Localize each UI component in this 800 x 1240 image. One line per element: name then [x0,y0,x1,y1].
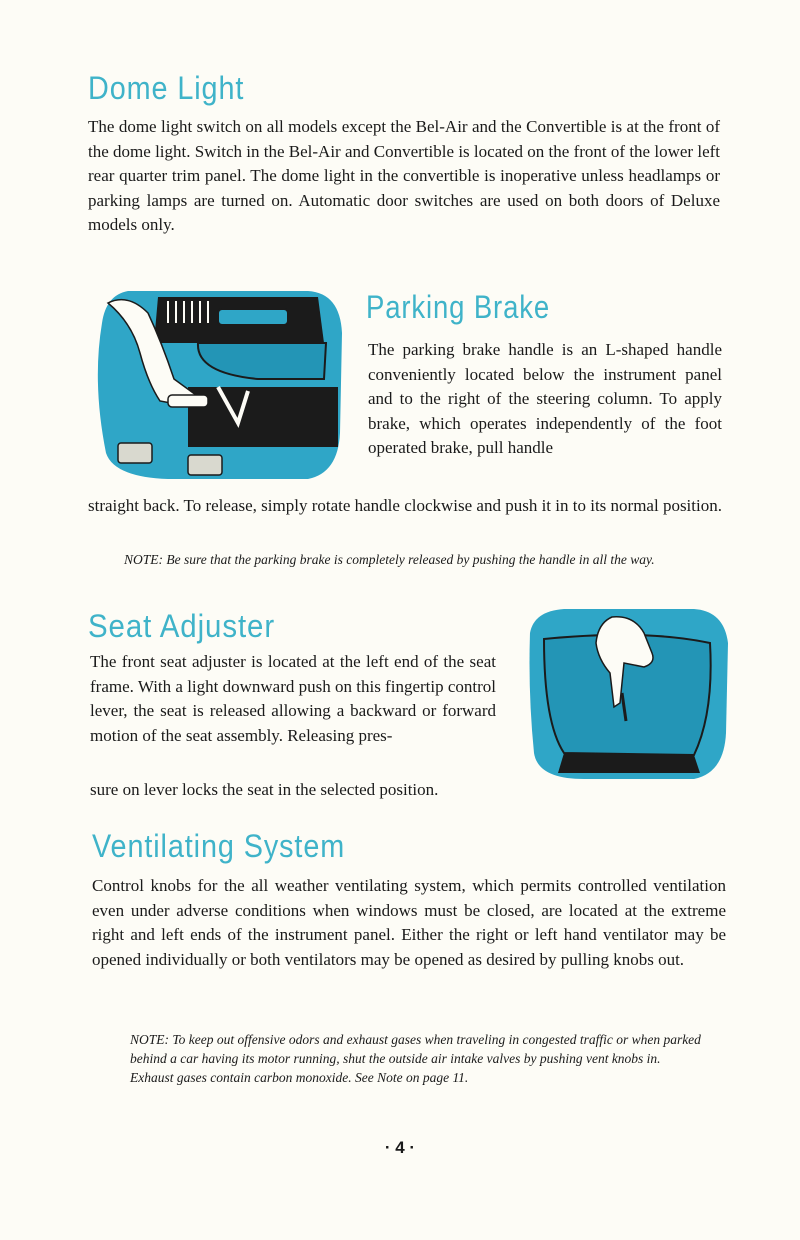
parking-brake-illustration [88,283,348,483]
ventilating-system-heading: Ventilating System [92,828,346,864]
parking-brake-heading: Parking Brake [366,289,551,325]
dome-light-heading: Dome Light [88,70,245,106]
page-number: · 4 · [384,1138,416,1157]
seat-adjuster-illustration [524,603,730,783]
seat-adjuster-heading: Seat Adjuster [88,608,276,644]
parking-brake-text-2: straight back. To release, simply rotate handle clockwise and push it in to its normal position. [88,496,722,515]
parking-brake-text-1: The parking brake handle is an L-shaped handle conveniently located below the instrument panel and to the right of the steering column. To apply brake, which operates independently of the foot operated brake, pull handle [368,340,722,457]
ventilating-system-note: NOTE: To keep out offensive odors and exhaust gases when traveling in congested traffic or when parked behind a car having its motor running, shut the outside air intake valves by pushing vent knobs in. Exhaust gases contain carbon monoxide. See Note on page 11. [130,1032,701,1085]
ventilating-system-text: Control knobs for the all weather ventilating system, which permits controlled ventilation even under adverse conditions when windows must be closed, are located at the extreme right and left ends of the instrument panel. Either the right or left hand ventilator may be opened individually or both ventilators may be opened as desired by pulling knobs out. [92,876,726,969]
seat-adjuster-text-1: The front seat adjuster is located at the left end of the seat frame. With a light downward push on this fingertip control lever, the seat is released allowing a backward or forward motion of the seat assembly. Releasing pres- [90,652,496,745]
dome-light-text: The dome light switch on all models except the Bel-Air and the Convertible is at the front of the dome light. Switch in the Bel-Air and Convertible is located on the front of the lower left rear quarter trim panel. The dome light in the convertible is inoperative unless headlamps or parking lamps are turned on. Automatic door switches are used on both doors of Deluxe models only. [88,117,720,234]
seat-adjuster-text-2: sure on lever locks the seat in the selected position. [90,780,439,799]
parking-brake-note: NOTE: Be sure that the parking brake is completely released by pushing the handle in all the way. [124,552,655,567]
